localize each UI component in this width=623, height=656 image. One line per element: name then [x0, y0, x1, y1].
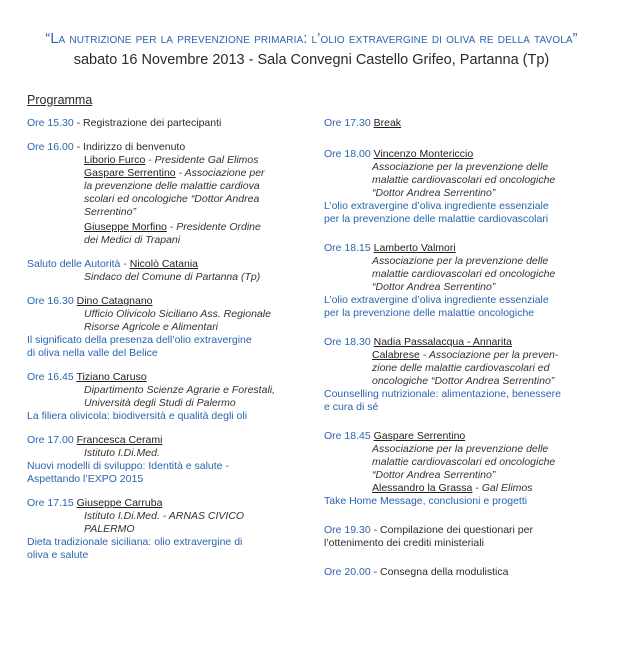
entry-time: Ore 20.00 [324, 566, 371, 578]
entry-time: Ore 18.30 [324, 336, 371, 348]
speaker-name: Gaspare Serrentino [84, 167, 176, 179]
talk-topic: Nuovi modelli di sviluppo: Identità e salute - [27, 460, 229, 472]
program-entry [27, 141, 295, 247]
speaker-name: Nicolò Catania [129, 258, 199, 270]
entry-text: - Indirizzo di benvenuto [73, 141, 186, 153]
event-subtitle: sabato 16 Novembre 2013 - Sala Convegni Castello Grifeo, Partanna (Tp) [73, 52, 550, 68]
speaker-affiliation: Associazione per la prevenzione delle [372, 443, 549, 455]
entry-text: l’ottenimento dei crediti ministeriali [324, 537, 484, 549]
speaker-affiliation: “Dottor Andrea Serrentino” [372, 281, 496, 293]
speaker-affiliation: scolari ed oncologiche “Dottor Andrea [84, 193, 260, 205]
programma-label: Programma [27, 93, 93, 107]
speaker-affiliation: “Dottor Andrea Serrentino” [372, 187, 496, 199]
entry-text: - Registrazione dei partecipanti [73, 117, 222, 129]
talk-topic: Counselling nutrizionale: alimentazione, benessere [324, 388, 561, 400]
program-entry [324, 566, 594, 579]
speaker-affiliation: oncologiche “Dottor Andrea Serrentino” [372, 375, 555, 387]
program-entry [27, 295, 295, 360]
program-entry [27, 371, 295, 423]
talk-topic: per la prevenzione delle malattie oncologiche [324, 307, 535, 319]
entry-time: Ore 16.45 [27, 371, 74, 383]
speaker-name: Giuseppe Morfino [84, 221, 167, 233]
talk-topic: Take Home Message, conclusioni e progetti [324, 495, 528, 507]
speaker-affiliation: Ufficio Olivicolo Siciliano Ass. Regionale [84, 308, 271, 320]
speaker-name: Francesca Cerami [76, 434, 163, 446]
entry-time: Ore 16.30 [27, 295, 74, 307]
entry-time: Ore 17.00 [27, 434, 74, 446]
speaker-affiliation: dei Medici di Trapani [84, 234, 181, 246]
program-entry [27, 117, 295, 130]
speaker-affiliation: - Associazione per la preven- [419, 349, 559, 361]
talk-topic: L’olio extravergine d’oliva ingrediente essenziale [324, 294, 549, 306]
speaker-affiliation: Sindaco del Comune di Partanna (Tp) [84, 271, 261, 283]
entry-text: - Compilazione dei questionari per [370, 524, 533, 536]
speaker-affiliation: Associazione per la prevenzione delle [372, 161, 549, 173]
program-entry [324, 148, 594, 226]
talk-topic: L’olio extravergine d’oliva ingrediente essenziale [324, 200, 549, 212]
program-left-column [27, 117, 295, 573]
speaker-affiliation: Istituto I.Di.Med. [84, 447, 160, 459]
speaker-name: Calabrese [372, 349, 420, 361]
speaker-affiliation: Università degli Studi di Palermo [84, 397, 236, 409]
talk-topic: Aspettando l’EXPO 2015 [27, 473, 144, 485]
speaker-affiliation: - Presidente Gal Elimos [145, 154, 259, 166]
speaker-affiliation: Associazione per la prevenzione delle [372, 255, 549, 267]
speaker-name: Liborio Furco [84, 154, 146, 166]
entry-text: - Consegna della modulistica [370, 566, 509, 578]
speaker-name: Gaspare Serrentino [373, 430, 466, 442]
entry-time: Ore 19.30 [324, 524, 371, 536]
talk-topic: Dieta tradizionale siciliana: olio extravergine di [27, 536, 243, 548]
program-right-column [324, 117, 594, 590]
program-entry [324, 117, 594, 130]
entry-time: Ore 18.15 [324, 242, 371, 254]
speaker-affiliation: “Dottor Andrea Serrentino” [372, 469, 496, 481]
program-entry [324, 524, 594, 550]
talk-topic: oliva e salute [27, 549, 89, 561]
entry-time: Ore 15.30 [27, 117, 74, 129]
speaker-affiliation: malattie cardiovascolari ed oncologiche [372, 268, 556, 280]
entry-text: Saluto delle Autorità - [27, 258, 130, 270]
speaker-affiliation: zione delle malattie cardiovascolari ed [372, 362, 550, 374]
speaker-name: Tiziano Caruso [76, 371, 147, 383]
entry-time: Ore 17.15 [27, 497, 74, 509]
program-entry [27, 434, 295, 486]
speaker-affiliation: Dipartimento Scienze Agrarie e Forestali, [84, 384, 276, 396]
speaker-affiliation: Istituto I.Di.Med. - ARNAS CIVICO PALERMO [84, 510, 245, 535]
talk-topic: La filiera olivicola: biodiversità e qualità degli oli [27, 410, 248, 422]
program-entry [27, 258, 295, 284]
program-entry [27, 497, 295, 562]
talk-topic: Il significato della presenza dell’olio extravergine [27, 334, 252, 346]
talk-topic: per la prevenzione delle malattie cardiovascolari [324, 213, 549, 225]
speaker-name: Vincenzo Montericcio [373, 148, 474, 160]
talk-topic: di oliva nella valle del Belice [27, 347, 158, 359]
break-label: Break [373, 117, 402, 129]
speaker-affiliation: la prevenzione delle malattie cardiova [84, 180, 260, 192]
talk-topic: e cura di sé [324, 401, 379, 413]
entry-time: Ore 18.00 [324, 148, 371, 160]
header [0, 30, 623, 69]
speaker-affiliation: Serrentino” [84, 206, 136, 218]
speaker-name: Dino Catagnano [76, 295, 153, 307]
speaker-name: Alessandro la Grassa [372, 482, 473, 494]
speaker-affiliation: - Presidente Ordine [166, 221, 261, 233]
entry-time: Ore 16.00 [27, 141, 74, 153]
event-title: “La nutrizione per la prevenzione primaria: l’olio extravergine di oliva re della tavola” [45, 31, 578, 47]
speaker-affiliation: malattie cardiovascolari ed oncologiche [372, 456, 556, 468]
speaker-affiliation: malattie cardiovascolari ed oncologiche [372, 174, 556, 186]
speaker-affiliation: - Associazione per [175, 167, 265, 179]
entry-time: Ore 18.45 [324, 430, 371, 442]
speaker-affiliation: Risorse Agricole e Alimentari [84, 321, 219, 333]
program-entry [324, 242, 594, 320]
speaker-name: Nadia Passalacqua - Annarita [373, 336, 512, 348]
speaker-name: Lamberto Valmori [373, 242, 456, 254]
speaker-name: Giuseppe Carruba [76, 497, 163, 509]
program-entry [324, 430, 594, 508]
speaker-affiliation: - Gal Elimos [472, 482, 533, 494]
entry-time: Ore 17.30 [324, 117, 371, 129]
program-entry [324, 336, 594, 414]
